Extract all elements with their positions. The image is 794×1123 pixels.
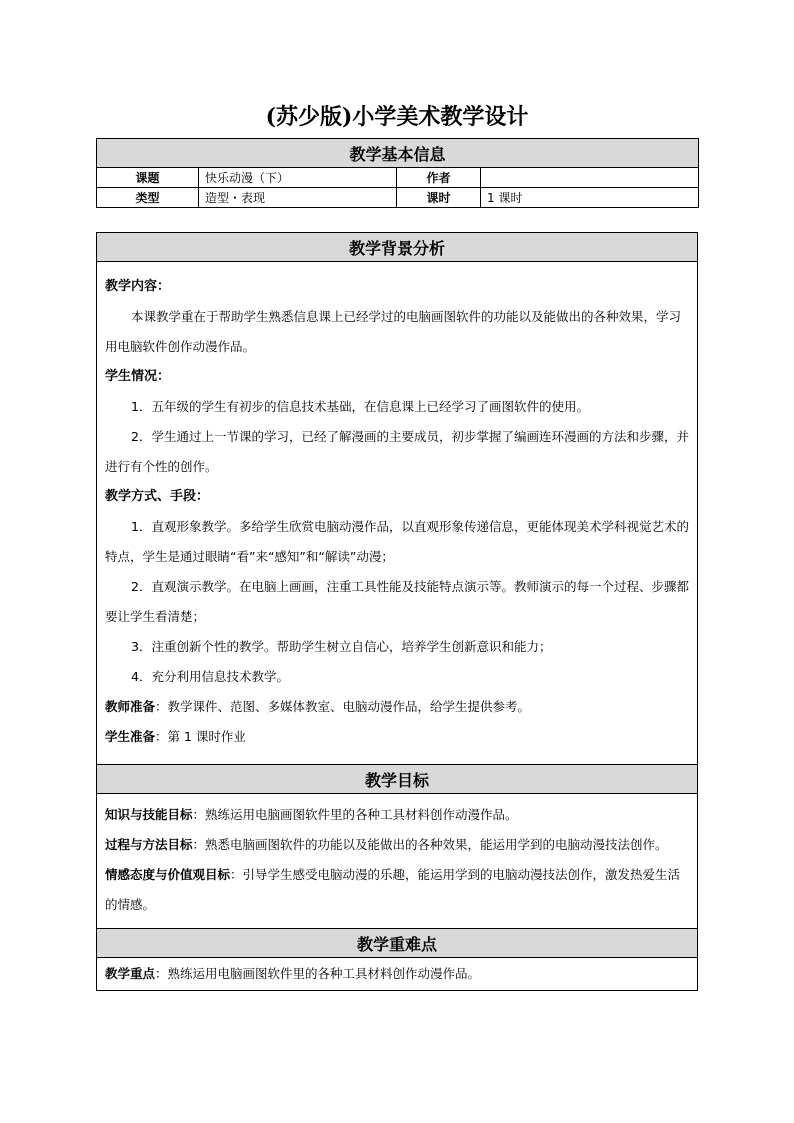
goal-process-label: 过程与方法目标: [105, 837, 193, 852]
goals-body: [97, 794, 698, 929]
student-prep: [105, 722, 689, 752]
key-focus: [105, 959, 689, 989]
goal-knowledge-label: 知识与技能目标: [105, 807, 193, 822]
hours-value: 1 课时: [481, 188, 699, 208]
goal-knowledge-text: ：熟练运用电脑画图软件里的各种工具材料创作动漫作品。: [192, 807, 518, 822]
topic-value: 快乐动漫（下）: [199, 168, 397, 188]
goal-process-text: ：熟悉电脑画图软件的功能以及能做出的各种效果，能运用学到的电脑动漫技法创作。: [192, 837, 668, 852]
type-value: 造型・表现: [199, 188, 397, 208]
goals-header: 教学目标: [97, 765, 698, 794]
student-title: 学生情况：: [105, 369, 171, 384]
student-prep-label: 学生准备: [105, 729, 156, 744]
key-focus-text: ：熟练运用电脑画图软件里的各种工具材料创作动漫作品。: [155, 966, 481, 981]
key-header: 教学重难点: [97, 929, 698, 958]
basic-info-header: 教学基本信息: [97, 139, 699, 168]
student-prep-text: ：第 1 课时作业: [155, 729, 246, 744]
key-body: [97, 958, 698, 991]
method-item-1: 1．直观形象教学。多给学生欣赏电脑动漫作品，以直观形象传递信息，更能体现美术学科视觉艺术的特点，学生是通过眼睛“看”来“感知”和“解读”动漫；: [105, 519, 689, 564]
method-item-2: 2．直观演示教学。在电脑上画画，注重工具性能及技能特点演示等。教师演示的每一个过程、步骤都要让学生看清楚；: [105, 579, 689, 624]
student-item-2: 2．学生通过上一节课的学习，已经了解漫画的主要成员，初步掌握了编画连环漫画的方法和步骤，并进行有个性的创作。: [105, 429, 689, 474]
document-title: (苏少版)小学美术教学设计: [265, 104, 529, 130]
teacher-prep-text: ：教学课件、范图、多媒体教室、电脑动漫作品，给学生提供参考。: [155, 699, 531, 714]
key-focus-label: 教学重点: [105, 966, 156, 981]
background-body: [97, 262, 698, 765]
goal-emotion-text: ：引导学生感受电脑动漫的乐趣，能运用学到的电脑动漫技法创作，激发热爱生活的情感。: [105, 867, 681, 912]
method-item-4: 4．充分利用信息技术教学。: [131, 669, 289, 684]
teacher-prep-label: 教师准备: [105, 699, 156, 714]
topic-label: 课题: [97, 168, 199, 188]
author-value: [481, 168, 699, 188]
method-title: 教学方式、手段：: [105, 489, 210, 504]
goal-knowledge: [105, 800, 689, 830]
teacher-prep: [105, 692, 689, 722]
basic-info-table: [96, 138, 699, 208]
student-item-1: 1．五年级的学生有初步的信息技术基础，在信息课上已经学习了画图软件的使用。: [131, 399, 589, 414]
author-label: 作者: [397, 168, 481, 188]
content-text: 本课教学重在于帮助学生熟悉信息课上已经学过的电脑画图软件的功能以及能做出的各种效果，学习用电脑软件创作动漫作品。: [105, 309, 682, 354]
goal-emotion: [105, 860, 689, 920]
goal-process: [105, 830, 689, 860]
goal-emotion-label: 情感态度与价值观目标: [105, 867, 231, 882]
method-item-3: 3．注重创新个性的教学。帮助学生树立自信心，培养学生创新意识和能力；: [131, 639, 552, 654]
background-header: 教学背景分析: [97, 233, 698, 262]
analysis-table: [96, 232, 698, 991]
type-label: 类型: [97, 188, 199, 208]
hours-label: 课时: [397, 188, 481, 208]
content-title: 教学内容：: [105, 279, 171, 294]
